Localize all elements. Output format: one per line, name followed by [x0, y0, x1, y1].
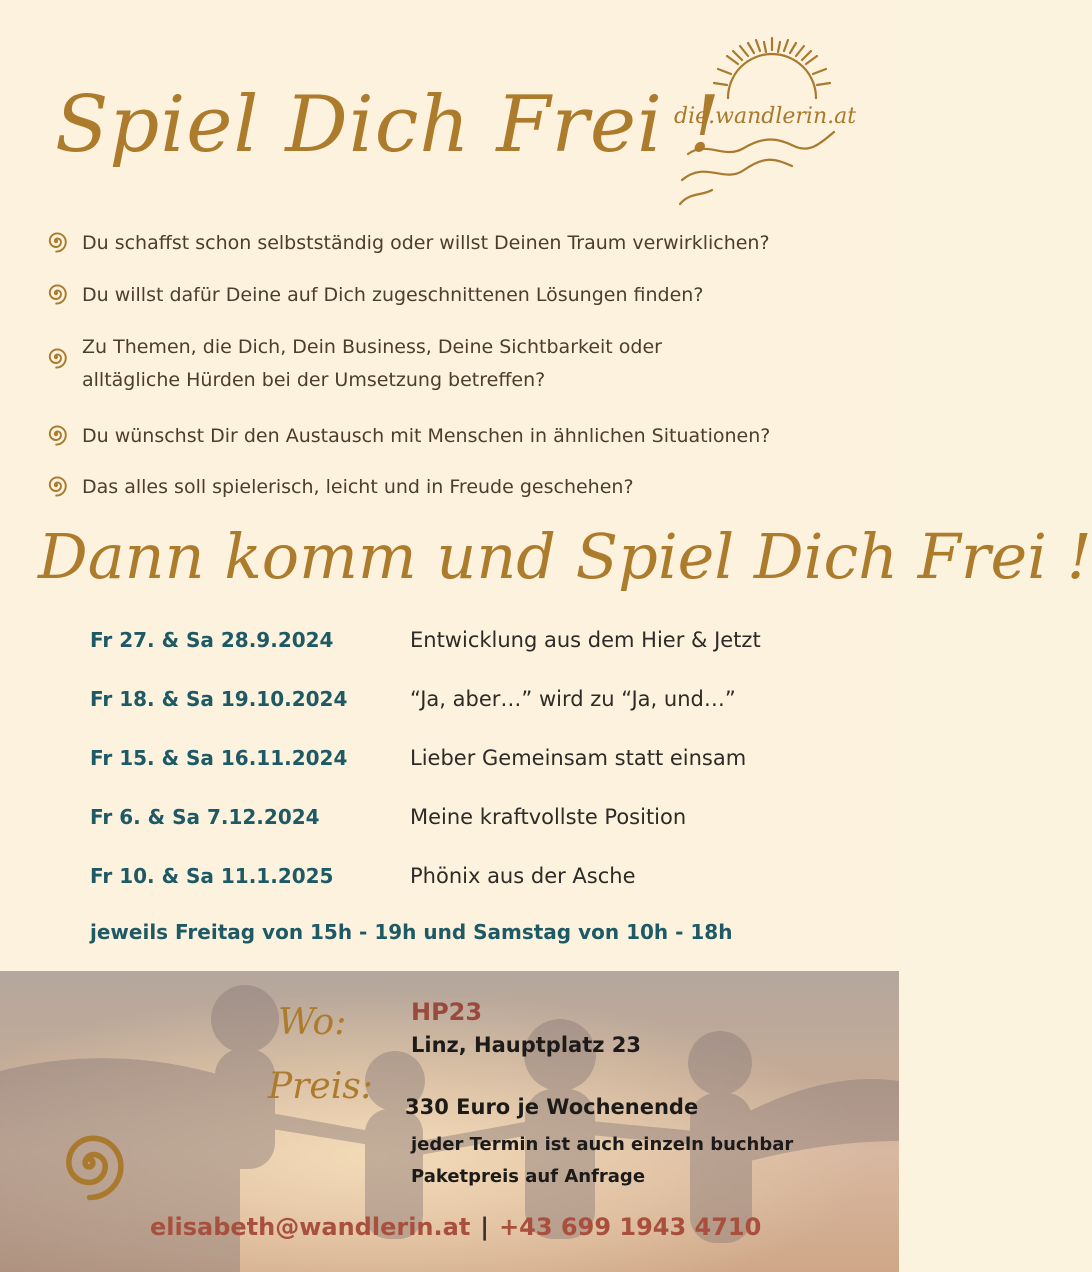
- spiral-icon: [50, 1124, 128, 1202]
- spiral-icon: [44, 473, 68, 497]
- price-amount: 330 Euro je Wochenende: [405, 1095, 699, 1119]
- list-item: [44, 227, 874, 260]
- schedule-row: [90, 746, 870, 786]
- price-note: Paketpreis auf Anfrage: [411, 1166, 646, 1187]
- phone-link[interactable]: +43 699 1943 4710: [499, 1213, 762, 1241]
- list-item: [44, 420, 874, 453]
- logo-text: die.wandlerin.at: [674, 104, 857, 129]
- schedule-topic: Phönix aus der Asche: [410, 864, 636, 888]
- spiral-icon: [44, 345, 68, 369]
- spiral-icon: [44, 229, 68, 253]
- spiral-icon: [44, 281, 68, 305]
- spiral-icon: [44, 422, 68, 446]
- schedule-date: Fr 27. & Sa 28.9.2024: [90, 628, 334, 652]
- location-label: Wo:: [278, 1002, 347, 1043]
- schedule-date: Fr 15. & Sa 16.11.2024: [90, 746, 348, 770]
- price-label: Preis:: [268, 1066, 373, 1107]
- contact-separator: |: [480, 1213, 490, 1241]
- list-item-text: Du wünschst Dir den Austausch mit Menschen in ähnlichen Situationen?: [82, 425, 771, 447]
- list-item-text: Zu Themen, die Dich, Dein Business, Deine Sichtbarkeit oder alltägliche Hürden bei der Umsetzung betreffen?: [82, 336, 662, 391]
- list-item: [44, 471, 874, 504]
- schedule-row: [90, 687, 870, 727]
- schedule-date: Fr 10. & Sa 11.1.2025: [90, 864, 334, 888]
- price-note: jeder Termin ist auch einzeln buchbar: [411, 1134, 794, 1155]
- schedule-row: [90, 628, 870, 668]
- list-item-text: Du willst dafür Deine auf Dich zugeschnittenen Lösungen finden?: [82, 284, 704, 306]
- times-note: jeweils Freitag von 15h - 19h und Samstag von 10h - 18h: [90, 920, 733, 944]
- schedule-date: Fr 6. & Sa 7.12.2024: [90, 805, 320, 829]
- venue-address: Linz, Hauptplatz 23: [411, 1033, 642, 1057]
- list-item-text: Du schaffst schon selbstständig oder willst Deinen Traum verwirklichen?: [82, 232, 770, 254]
- schedule-row: [90, 805, 870, 845]
- venue-name: HP23: [411, 998, 483, 1026]
- subtitle: Dann komm und Spiel Dich Frei !: [38, 520, 1092, 593]
- list-item: [44, 279, 874, 312]
- list-item-text: Das alles soll spielerisch, leicht und in Freude geschehen?: [82, 476, 634, 498]
- schedule-row: [90, 864, 870, 904]
- schedule-topic: Meine kraftvollste Position: [410, 805, 687, 829]
- page-title: Spiel Dich Frei !: [55, 80, 722, 170]
- schedule-topic: Entwicklung aus dem Hier & Jetzt: [410, 628, 761, 652]
- schedule-topic: Lieber Gemeinsam statt einsam: [410, 746, 747, 770]
- brand-logo: [668, 36, 868, 211]
- schedule-topic: “Ja, aber…” wird zu “Ja, und…”: [410, 687, 736, 711]
- list-item: [44, 331, 874, 397]
- email-link[interactable]: elisabeth@wandlerin.at: [150, 1213, 471, 1241]
- contact-line: [150, 1213, 761, 1241]
- schedule-date: Fr 18. & Sa 19.10.2024: [90, 687, 348, 711]
